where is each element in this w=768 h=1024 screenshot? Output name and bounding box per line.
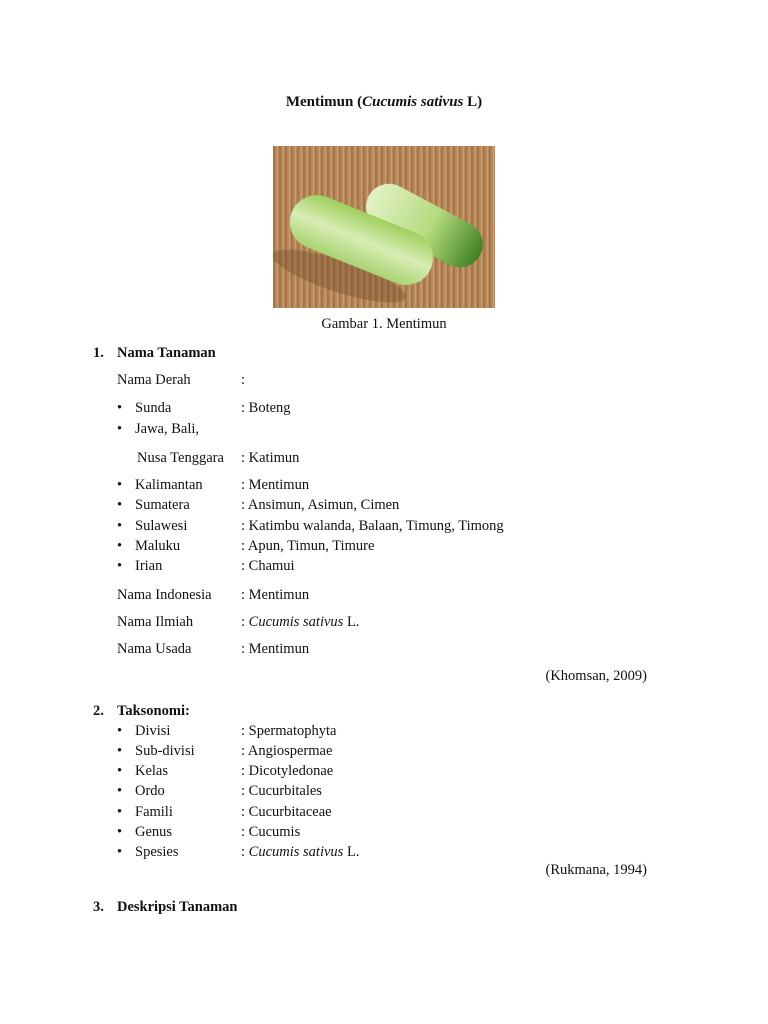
list-item: • Ordo bbox=[117, 783, 165, 799]
section-heading-1: 1. Nama Tanaman bbox=[93, 345, 216, 361]
list-item-value: : Katimbu walanda, Balaan, Timung, Timong bbox=[241, 518, 504, 534]
list-item: • Famili bbox=[117, 804, 173, 820]
citation-khomsan: (Khomsan, 2009) bbox=[545, 668, 647, 684]
list-item-value: : Cucurbitales bbox=[241, 783, 322, 799]
nama-derah-colon: : bbox=[241, 372, 246, 388]
cucumber-photo bbox=[273, 146, 495, 308]
nama-derah-label: Nama Derah bbox=[117, 372, 191, 388]
list-item-value: : Dicotyledonae bbox=[241, 763, 334, 779]
list-item-value: : Katimun bbox=[241, 450, 300, 466]
figure-caption: Gambar 1. Mentimun bbox=[321, 316, 447, 332]
list-item: • Sub-divisi bbox=[117, 743, 195, 759]
list-item: • Irian bbox=[117, 558, 163, 574]
list-item: • Spesies bbox=[117, 844, 179, 860]
list-item-value: : Apun, Timun, Timure bbox=[241, 538, 375, 554]
section-heading-3: 3. Deskripsi Tanaman bbox=[93, 899, 238, 915]
list-item-value: : Cucurbitaceae bbox=[241, 804, 332, 820]
list-item-value: : Chamui bbox=[241, 558, 295, 574]
list-item-value: : Ansimun, Asimun, Cimen bbox=[241, 497, 400, 513]
list-item: • Sumatera bbox=[117, 497, 190, 513]
nama-usada-value: : Mentimun bbox=[241, 641, 310, 657]
list-item: • Jawa, Bali, bbox=[117, 421, 200, 437]
nama-ilmiah-value: : Cucumis sativus L. bbox=[241, 614, 360, 630]
list-item-value: : Spermatophyta bbox=[241, 723, 337, 739]
list-item: • Sunda bbox=[117, 400, 172, 416]
list-item-value: : Boteng bbox=[241, 400, 291, 416]
list-item-continuation: Nusa Tenggara bbox=[137, 450, 224, 466]
list-item: • Sulawesi bbox=[117, 518, 188, 534]
list-item: • Kelas bbox=[117, 763, 169, 779]
document-title: Mentimun (Cucumis sativus L) bbox=[285, 94, 483, 110]
nama-ilmiah-label: Nama Ilmiah bbox=[117, 614, 194, 630]
list-item-value: : Cucumis sativus L. bbox=[241, 844, 360, 860]
list-item: • Divisi bbox=[117, 723, 171, 739]
nama-indonesia-value: : Mentimun bbox=[241, 587, 310, 603]
section-heading-2: 2. Taksonomi: bbox=[93, 703, 190, 719]
nama-usada-label: Nama Usada bbox=[117, 641, 192, 657]
list-item: • Maluku bbox=[117, 538, 181, 554]
list-item: • Kalimantan bbox=[117, 477, 203, 493]
nama-indonesia-label: Nama Indonesia bbox=[117, 587, 212, 603]
list-item-value: : Angiospermae bbox=[241, 743, 333, 759]
list-item-value: : Mentimun bbox=[241, 477, 310, 493]
list-item-value: : Cucumis bbox=[241, 824, 301, 840]
list-item: • Genus bbox=[117, 824, 173, 840]
citation-rukmana: (Rukmana, 1994) bbox=[545, 862, 647, 878]
